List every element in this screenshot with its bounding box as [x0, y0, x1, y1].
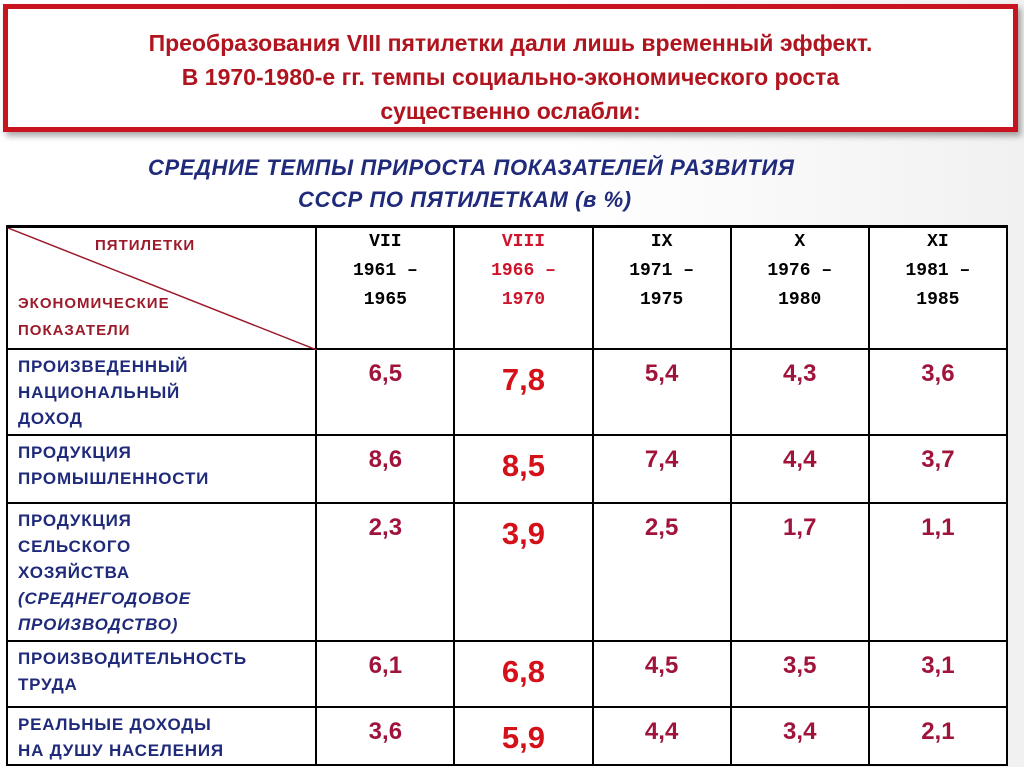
- value-cell-highlight: 3,9: [454, 503, 592, 641]
- row-label-agriculture: ПРОДУКЦИЯ СЕЛЬСКОГО ХОЗЯЙСТВА (СРЕДНЕГОДОВОЕ ПРОИЗВОДСТВО): [7, 503, 316, 641]
- growth-rates-table: [6, 225, 1008, 766]
- value-cell: 3,1: [869, 641, 1007, 707]
- table-header-row: [7, 227, 1007, 350]
- value-cell: 3,4: [731, 707, 869, 765]
- value-cell: 7,4: [593, 435, 731, 503]
- plan-header-vii: VII 1961 – 1965: [316, 227, 454, 350]
- value-cell-highlight: 8,5: [454, 435, 592, 503]
- value-cell: 6,1: [316, 641, 454, 707]
- value-cell: 5,4: [593, 349, 731, 435]
- corner-label-indicators: ЭКОНОМИЧЕСКИЕ ПОКАЗАТЕЛИ: [18, 295, 170, 339]
- value-cell: 3,6: [316, 707, 454, 765]
- table-row: [7, 349, 1007, 435]
- table-row: [7, 641, 1007, 707]
- value-cell: 2,1: [869, 707, 1007, 765]
- value-cell: 4,3: [731, 349, 869, 435]
- value-cell: 8,6: [316, 435, 454, 503]
- value-cell: 4,4: [731, 435, 869, 503]
- table-row: [7, 707, 1007, 765]
- value-cell: 1,1: [869, 503, 1007, 641]
- value-cell: 3,7: [869, 435, 1007, 503]
- plan-header-x: X 1976 – 1980: [731, 227, 869, 350]
- value-cell: 6,5: [316, 349, 454, 435]
- value-cell: 2,3: [316, 503, 454, 641]
- row-label-industry: ПРОДУКЦИЯ ПРОМЫШЛЕННОСТИ: [7, 435, 316, 503]
- table-row: [7, 503, 1007, 641]
- corner-cell: [7, 227, 316, 350]
- value-cell-highlight: 6,8: [454, 641, 592, 707]
- row-label-real-income: РЕАЛЬНЫЕ ДОХОДЫ НА ДУШУ НАСЕЛЕНИЯ: [7, 707, 316, 765]
- value-cell: 3,6: [869, 349, 1007, 435]
- header-line-3: существенно ослабли:: [380, 98, 641, 124]
- table-title-line-2: СССР ПО ПЯТИЛЕТКАМ (в %): [298, 187, 632, 212]
- table-title-line-1: СРЕДНИЕ ТЕМПЫ ПРИРОСТА ПОКАЗАТЕЛЕЙ РАЗВИТИЯ: [148, 155, 795, 180]
- header-box: [3, 4, 1018, 132]
- plan-header-viii: VIII 1966 – 1970: [454, 227, 592, 350]
- value-cell: 3,5: [731, 641, 869, 707]
- table-row: [7, 435, 1007, 503]
- plan-header-xi: XI 1981 – 1985: [869, 227, 1007, 350]
- row-label-national-income: ПРОИЗВЕДЕННЫЙ НАЦИОНАЛЬНЫЙ ДОХОД: [7, 349, 316, 435]
- header-line-1: Преобразования VIII пятилетки дали лишь временный эффект.: [148, 30, 873, 56]
- value-cell: 1,7: [731, 503, 869, 641]
- value-cell-highlight: 7,8: [454, 349, 592, 435]
- value-cell: 2,5: [593, 503, 731, 641]
- header-line-2: В 1970-1980-е гг. темпы социально-экономического роста: [181, 64, 840, 90]
- row-label-productivity: ПРОИЗВОДИТЕЛЬНОСТЬ ТРУДА: [7, 641, 316, 707]
- value-cell: 4,4: [593, 707, 731, 765]
- value-cell-highlight: 5,9: [454, 707, 592, 765]
- corner-label-plans: ПЯТИЛЕТКИ: [95, 237, 196, 254]
- value-cell: 4,5: [593, 641, 731, 707]
- plan-header-ix: IX 1971 – 1975: [593, 227, 731, 350]
